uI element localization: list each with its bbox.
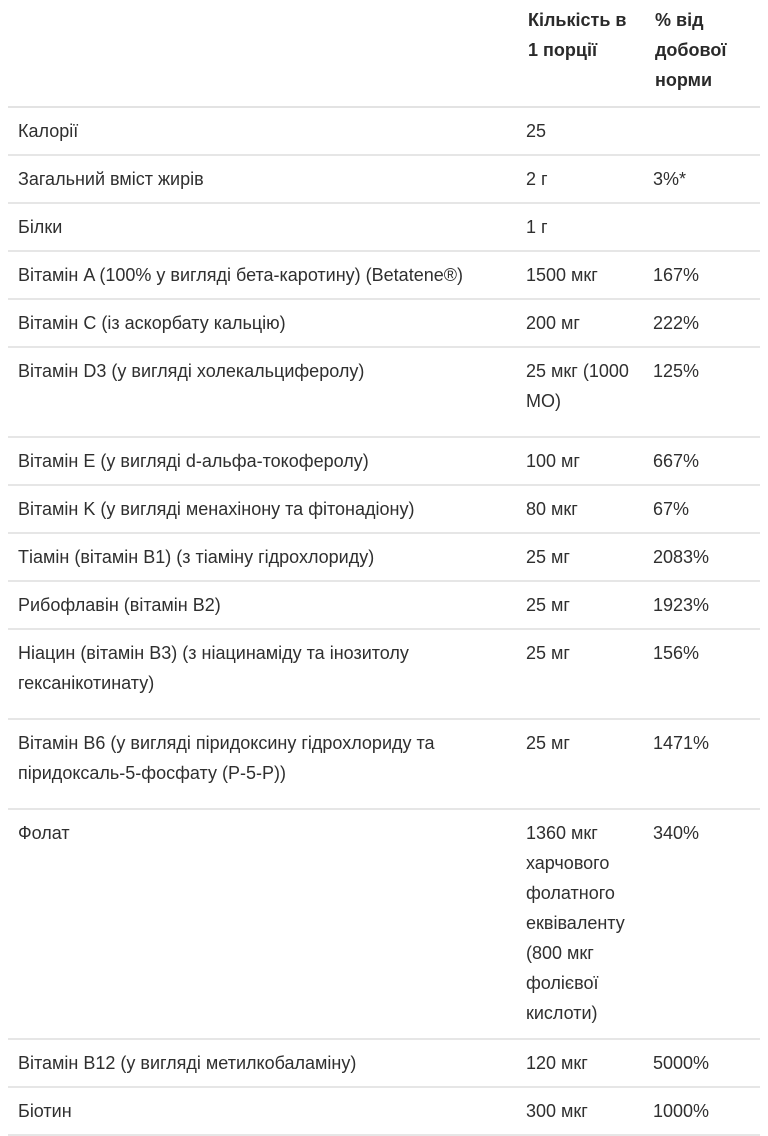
nutrient-amount: 200 мг [518,299,645,347]
table-row [8,629,760,719]
nutrient-daily-value [645,107,760,155]
nutrient-amount: 300 мкг [518,1087,645,1135]
nutrient-daily-value: 125% [645,347,760,437]
nutrient-name: Вітамін B6 (у вигляді піридоксину гідрохлориду та піридоксаль-5-фосфату (P-5-P)) [8,719,518,809]
table-header [8,0,760,107]
table-row [8,719,760,809]
nutrient-daily-value: 222% [645,299,760,347]
nutrient-name: Вітамін K (у вигляді менахінону та фітонадіону) [8,485,518,533]
nutrient-amount: 1500 мкг [518,251,645,299]
nutrient-amount: 25 мг [518,719,645,809]
nutrient-name: Рибофлавін (вітамін B2) [8,581,518,629]
table-row [8,107,760,155]
nutrient-amount: 25 мг [518,533,645,581]
table-row [8,203,760,251]
nutrition-facts-table [8,0,760,1136]
nutrient-name: Біотин [8,1087,518,1135]
nutrient-daily-value: 156% [645,629,760,719]
nutrient-daily-value: 340% [645,809,760,1039]
table-row [8,299,760,347]
nutrient-daily-value: 5000% [645,1039,760,1087]
table-row [8,809,760,1039]
nutrient-amount: 25 мг [518,581,645,629]
nutrient-name: Калорії [8,107,518,155]
table-body [8,107,760,1135]
nutrient-name: Вітамін C (із аскорбату кальцію) [8,299,518,347]
table-row [8,533,760,581]
nutrient-amount: 2 г [518,155,645,203]
table-row [8,1039,760,1087]
header-name [8,0,518,107]
nutrient-daily-value: 1923% [645,581,760,629]
nutrient-name: Фолат [8,809,518,1039]
nutrient-amount: 1360 мкг харчового фолатного еквіваленту (800 мкг фолієвої кислоти) [518,809,645,1039]
nutrient-daily-value: 3%* [645,155,760,203]
nutrient-amount: 25 мкг (1000 МО) [518,347,645,437]
nutrient-name: Вітамін D3 (у вигляді холекальциферолу) [8,347,518,437]
nutrient-amount: 1 г [518,203,645,251]
table-row [8,347,760,437]
nutrient-name: Вітамін A (100% у вигляді бета-каротину) (Betatene®) [8,251,518,299]
header-amount-per-serving: Кількість в 1 порції [528,10,627,60]
nutrient-amount: 25 [518,107,645,155]
nutrient-amount: 100 мг [518,437,645,485]
nutrient-daily-value: 167% [645,251,760,299]
nutrient-name: Ніацин (вітамін B3) (з ніацинаміду та інозитолу гексанікотинату) [8,629,518,719]
nutrient-name: Вітамін B12 (у вигляді метилкобаламіну) [8,1039,518,1087]
header-row [8,0,760,107]
nutrient-name: Тіамін (вітамін B1) (з тіаміну гідрохлориду) [8,533,518,581]
header-daily-value: % від добової норми [655,10,727,90]
table-row [8,581,760,629]
nutrient-daily-value: 2083% [645,533,760,581]
nutrient-daily-value: 1000% [645,1087,760,1135]
nutrient-name: Вітамін E (у вигляді d-альфа-токоферолу) [8,437,518,485]
table-row [8,155,760,203]
table-row [8,485,760,533]
nutrient-daily-value: 1471% [645,719,760,809]
nutrient-daily-value [645,203,760,251]
nutrient-name: Білки [8,203,518,251]
nutrient-daily-value: 67% [645,485,760,533]
table-row [8,251,760,299]
nutrient-amount: 80 мкг [518,485,645,533]
nutrient-daily-value: 667% [645,437,760,485]
table-row [8,437,760,485]
nutrient-amount: 25 мг [518,629,645,719]
table-row [8,1087,760,1135]
nutrient-amount: 120 мкг [518,1039,645,1087]
nutrient-name: Загальний вміст жирів [8,155,518,203]
